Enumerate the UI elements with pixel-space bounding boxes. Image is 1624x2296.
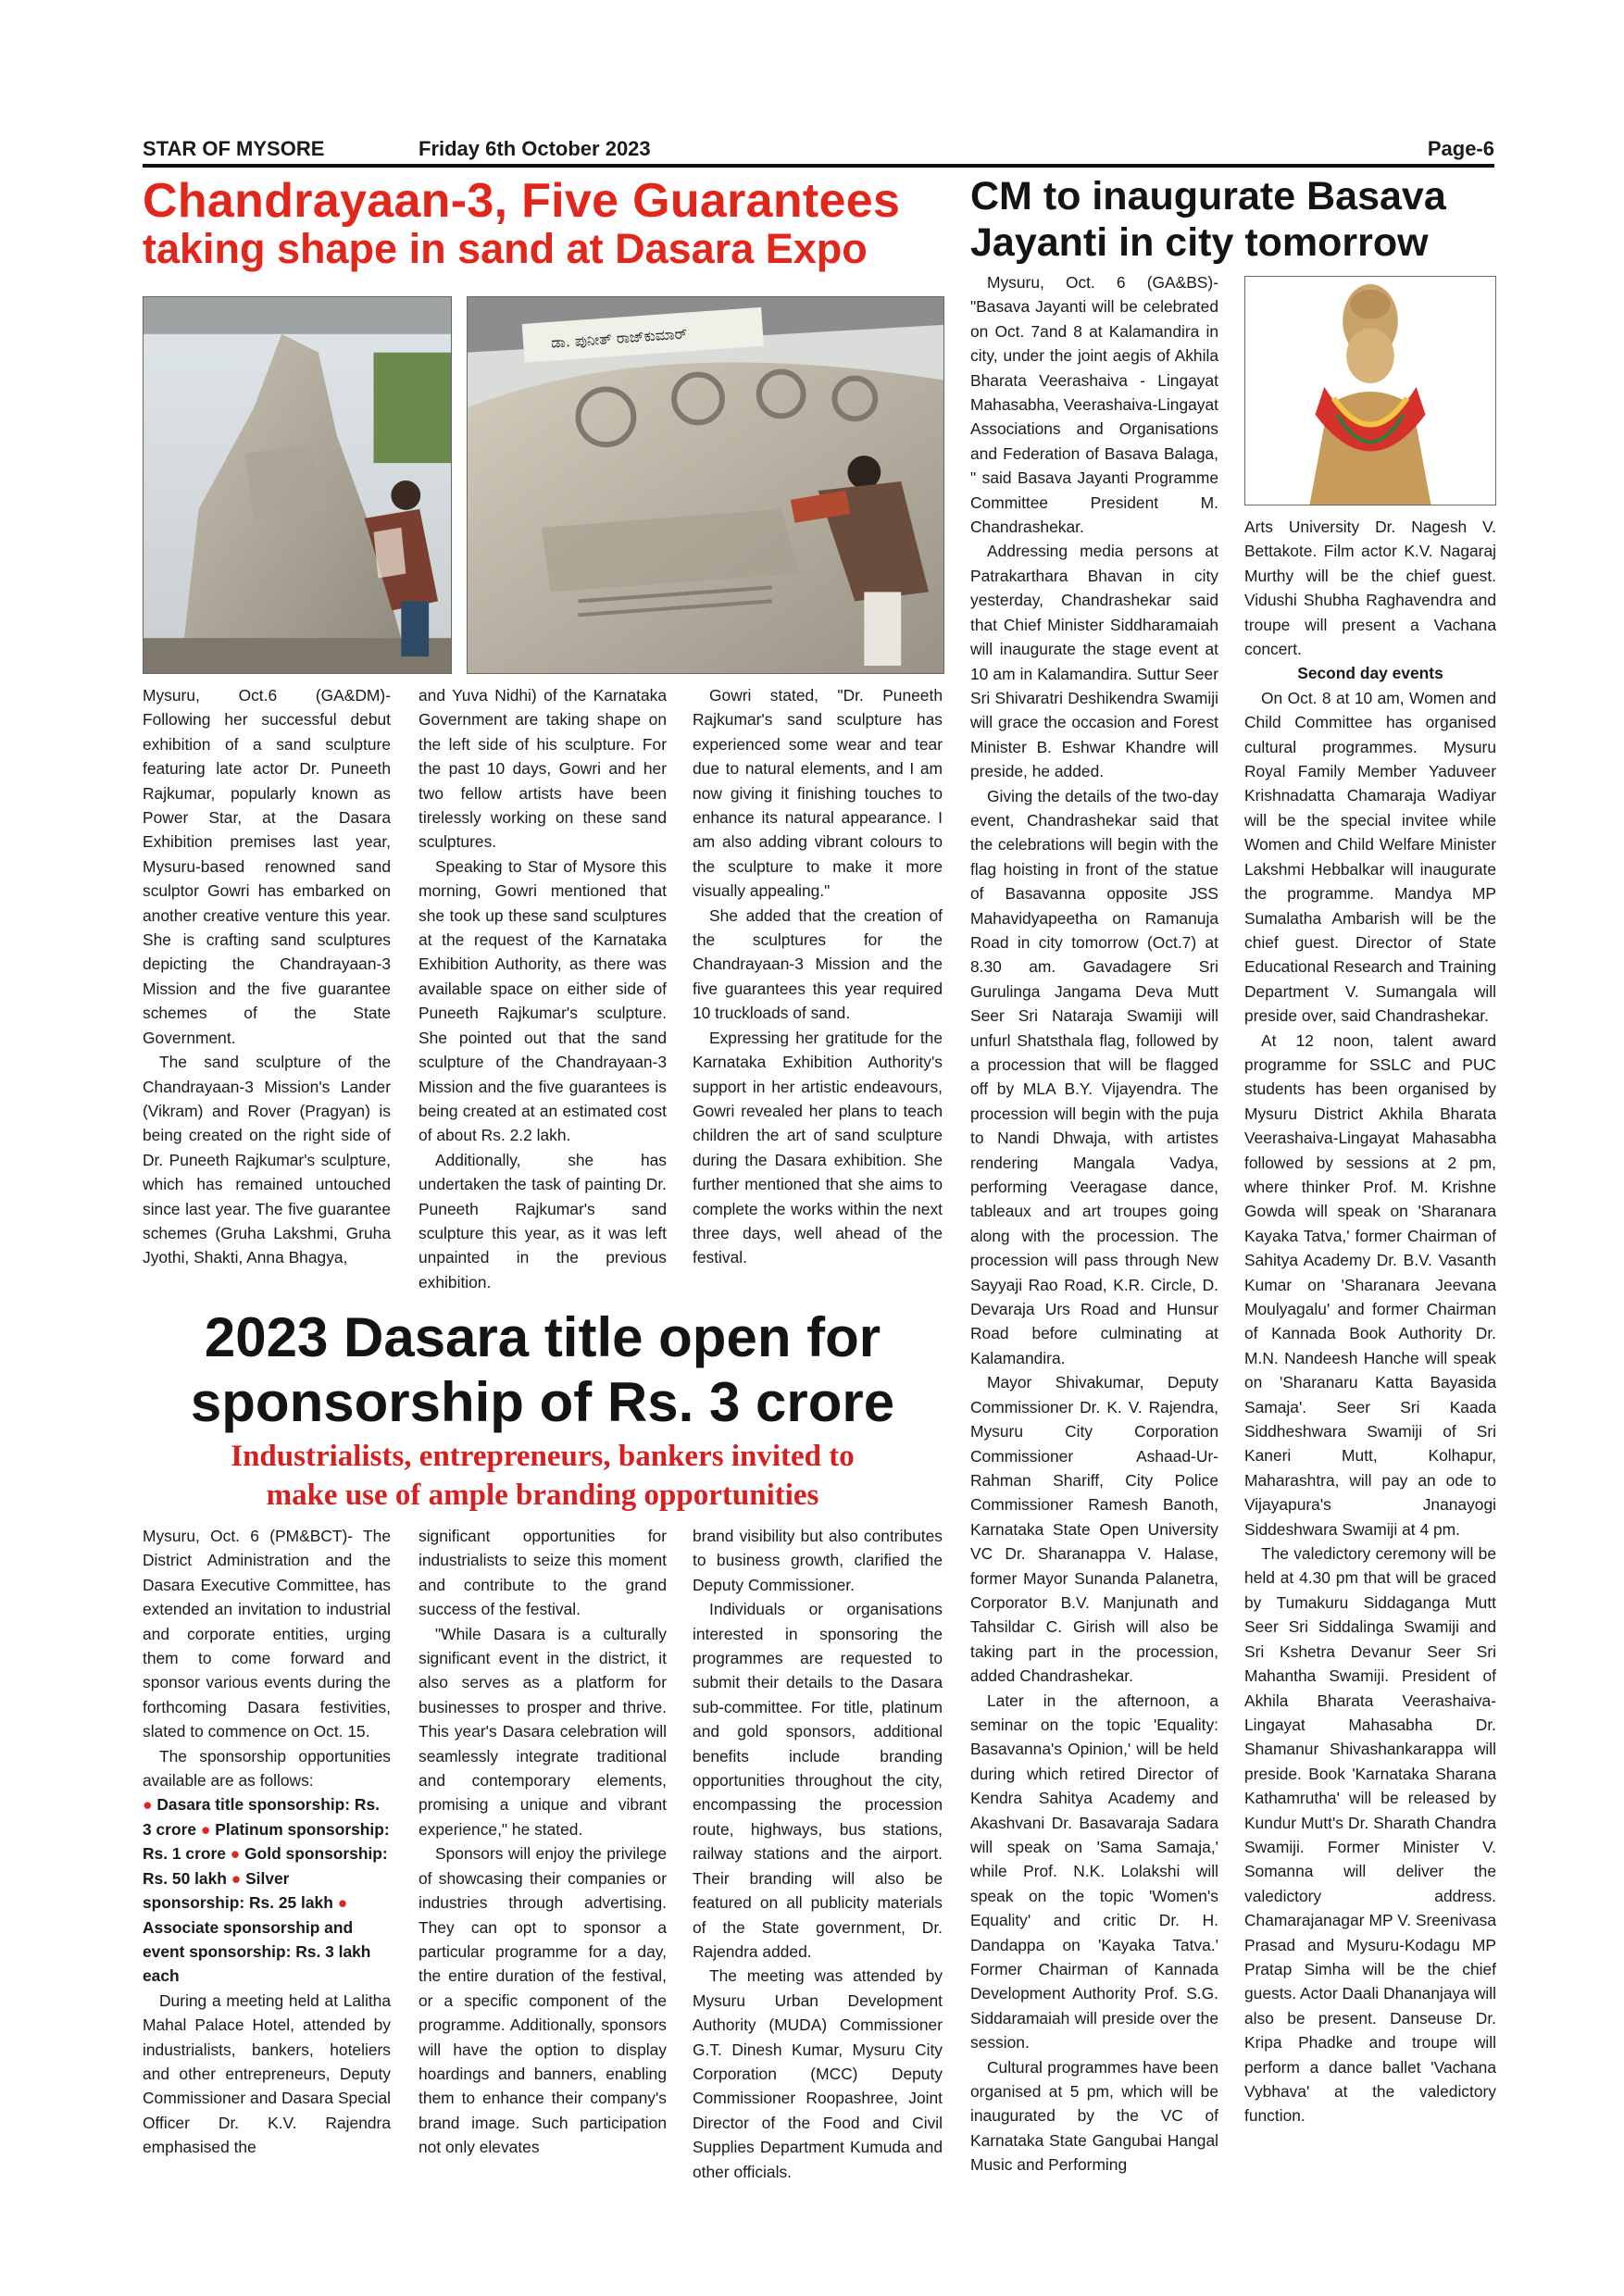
paragraph: Addressing media persons at Patrakarthara Bhavan in city yesterday, Chandrashekar said that Chief Minister Siddharamaiah will inaugurate the stage event at 10 am in Kalamandira. Suttur Seer Sri Shivaratri Deshikendra Swamiji will grace the occasion and Forest Minister B. Eshwar Khandre will preside, he added. [970, 542, 1218, 781]
story3-column-1 [143, 1524, 391, 2160]
paragraph: Individuals or organisations interested in sponsoring the programmes are requested to submit their details to the Dasara sub-committee. For title, platinum and gold sponsors, additional benefits include branding opportunities throughout the city, encompassing the procession route, highways, bus stations, railway stations and the airport. Their branding will also be featured on all publicity materials of the State government, Dr. Rajendra added. [693, 1600, 943, 1961]
story2-column-1 [970, 270, 1218, 2177]
paragraph: Mysuru, Oct.6 (GA&DM)- Following her successful debut exhibition of a sand sculpture featuring late actor Dr. Puneeth Rajkumar, popularly known as Power Star, at the Dasara Exhibition premises last year, Mysuru-based renowned sand sculptor Gowri has embarked on another creative venture this year. She is crafting sand sculptures depicting the Chandrayaan-3 Mission and the five guarantee schemes of the State Government. [143, 686, 391, 1047]
story2-column-2 [1244, 515, 1496, 2128]
paragraph: She added that the creation of the sculptures for the Chandrayaan-3 Mission and the five guarantees this year required 10 truckloads of sand. [693, 905, 943, 1023]
photo-banner-text: ಡಾ. ಪುನೀತ್ ರಾಜ್‌ಕುಮಾರ್ [550, 324, 688, 352]
paragraph: Sponsors will enjoy the privilege of showcasing their companies or industries through advertising. They can opt to sponsor a particular programme for a day, the entire duration of the festival, or a specific component of the programme. Additionally, sponsors will have the option to display hoardings and banners, enabling them to enhance their company's brand image. Such participation not only elevates [418, 1844, 667, 2157]
sponsorship-item: Associate sponsorship and event sponsorship: Rs. 3 lakh each [143, 1917, 371, 1986]
paragraph: On Oct. 8 at 10 am, Women and Child Committee has organised cultural programmes. Mysuru Royal Family Member Yaduveer Krishnadatta Chamaraja Wadiyar will be the special invitee while Women and Child Welfare Minister Lakshmi Hebbalkar will inaugurate the programme. Mandya MP Sumalatha Ambarish will be the chief guest. Director of State Educational Research and Training Department V. Sumangala will preside over, said Chandrashekar. [1244, 688, 1496, 1026]
paragraph: Giving the details of the two-day event, Chandrashekar said that the celebrations will begin with the flag hoisting in front of the statue of Basavanna opposite JSS Mahavidyapeetha on Ramanuja Road in city tomorrow (Oct.7) at 8.30 am. Gavadagere Sri Gurulinga Jangama Deva Mutt Seer Sri Nataraja Swamiji will unfurl Shatsthala flag, followed by a procession that will be flagged off by MLA B.Y. Vijayendra. The procession will begin with the puja to Nandi Dhwaja, with artistes rendering Mangala Vadya, performing Veeragase dance, tableaux and art troupes going along with the procession. The procession will pass through New Sayyaji Rao Road, K.R. Circle, D. Devaraja Urs Road and Hunsur Road before culminating at Kalamandira. [970, 786, 1218, 1367]
paragraph: Gowri stated, "Dr. Puneeth Rajkumar's sand sculpture has experienced some wear and tear due to natural elements, and I am now giving it finishing touches to enhance its natural appearance. I am also adding vibrant colours to the sculpture to make it more visually appealing." [693, 686, 943, 901]
paragraph: Mysuru, Oct. 6 (GA&BS)- "Basava Jayanti will be celebrated on Oct. 7and 8 at Kalamandira in city, under the joint aegis of Akhila Bharata Veerashaiva - Lingayat Mahasabha, Veerashaiva-Lingayat Associations and Organisations and Federation of Basava Balaga, " said Basava Jayanti Programme Committee President M. Chandrashekar. [970, 273, 1218, 537]
story3-column-3 [693, 1524, 943, 2184]
story1-column-2 [418, 683, 667, 1294]
sand-sculpture-photo-left [143, 296, 452, 674]
story2-headline [970, 174, 1498, 265]
paragraph: The meeting was attended by Mysuru Urban Development Authority (MUDA) Commissioner G.T. Dinesh Kumar, Mysuru City Corporation (MCC) Deputy Commissioner Roopashree, Joint Director of the Food and Civil Supplies Department Kumuda and other officials. [693, 1966, 943, 2181]
paragraph: Mysuru, Oct. 6 (PM&BCT)- The District Administration and the Dasara Executive Committee, has extended an invitation to industrial and corporate entities, urging them to come forward and sponsor various events during the forthcoming Dasara festivities, slated to commence on Oct. 15. [143, 1527, 391, 1741]
story3-headline-line2: sponsorship of Rs. 3 crore [190, 1371, 895, 1433]
paragraph: and Yuva Nidhi) of the Karnataka Government are taking shape on the left side of his sculpture. For the past 10 days, Gowri and her two fellow artists have been tirelessly working on these sand sculptures. [418, 686, 667, 852]
story1-column-3 [693, 683, 943, 1270]
bullet-icon: ● [230, 1844, 241, 1864]
sponsorship-item: Dasara title sponsorship: Rs. 3 crore [143, 1795, 380, 1839]
story1-headline [143, 174, 948, 273]
paragraph: Cultural programmes have been organised at 5 pm, which will be inaugurated by the VC of Karnataka State Gangubai Hangal Music and Performing [970, 2057, 1218, 2175]
sponsorship-item: Silver sponsorship: Rs. 25 lakh [143, 1868, 333, 1913]
paragraph: The valedictory ceremony will be held at 4.30 pm that will be graced by Tumakuru Siddaganga Mutt Seer Sri Siddalinga Swamiji and Sri Kshetra Devanur Seer Sri Mahantha Swamiji. President of Akhila Bharata Veerashaiva-Lingayat Mahasabha Dr. Shamanur Shivashankarappa will preside. Book 'Karnataka Sharana Kathamrutha' will be released by Kundur Mutt's Dr. Sharath Chandra Swamiji. Former Minister V. Somanna will deliver the valedictory address. Chamarajanagar MP V. Sreenivasa Prasad and Mysuru-Kodagu MP Pratap Simha will be the chief guests. Actor Daali Dhananjaya will also be present. Danseuse Dr. Kripa Phadke and troupe will perform a dance ballet 'Vachana Vybhava' at the valedictory function. [1244, 1544, 1496, 2126]
masthead-rule [143, 164, 1494, 168]
sponsorship-item: Gold sponsorship: Rs. 50 lakh [143, 1844, 388, 1888]
page-number: Page-6 [1427, 137, 1494, 160]
story3-subhead-line1: Industrialists, entrepreneurs, bankers invited to [231, 1440, 855, 1473]
story3-subhead-line2: make use of ample branding opportunities [266, 1479, 819, 1512]
paragraph: The sponsorship opportunities available are as follows: [143, 1746, 391, 1791]
paragraph: During a meeting held at Lalitha Mahal Palace Hotel, attended by industrialists, bankers, hoteliers and other entrepreneurs, Deputy Commissioner and Dasara Special Officer Dr. K.V. Rajendra emphasised the [143, 1990, 391, 2157]
section-subhead: Second day events [1297, 664, 1443, 683]
story3-headline [143, 1305, 943, 1435]
bullet-icon: ● [337, 1893, 348, 1913]
paragraph: significant opportunities for industrialists to seize this moment and contribute to the grand success of the festival. [418, 1527, 667, 1619]
paragraph: Speaking to Star of Mysore this morning, Gowri mentioned that she took up these sand sculptures at the request of the Karnataka Exhibition Authority, as there was available space on either side of Puneeth Rajkumar's sculpture. She pointed out that the sand sculpture of the Chandrayaan-3 Mission and the five guarantees is being created at an estimated cost of about Rs. 2.2 lakh. [418, 856, 667, 1145]
masthead [143, 131, 1494, 168]
sand-sculpture-photo-right [467, 296, 944, 674]
paragraph: Expressing her gratitude for the Karnataka Exhibition Authority's support in her artistic endeavours, Gowri revealed her plans to teach children the art of sand sculpture during the Dasara exhibition. She further mentioned that she aims to complete the works within the next three days, well ahead of the festival. [693, 1028, 943, 1267]
story2-headline-line1: CM to inaugurate Basava [970, 174, 1446, 218]
paragraph: The sand sculpture of the Chandrayaan-3 Mission's Lander (Vikram) and Rover (Pragyan) is being created on the right side of Dr. Puneeth Rajkumar's sculpture, which has remained untouched since last year. The five guarantee schemes (Gruha Lakshmi, Gruha Jyothi, Shakti, Anna Bhagya, [143, 1053, 391, 1267]
issue-date: Friday 6th October 2023 [418, 137, 651, 160]
story2-headline-line2: Jayanti in city tomorrow [970, 220, 1429, 266]
story1-headline-line2: taking shape in sand at Dasara Expo [143, 225, 868, 273]
basavanna-statue-photo [1244, 276, 1496, 505]
bullet-icon: ● [200, 1819, 211, 1839]
paragraph: Later in the afternoon, a seminar on the topic 'Equality: Basavanna's Opinion,' will be held during which retired Director of Kendra Sahitya Academy and Akashvani Dr. Basavaraja Sadara will speak on 'Sama Samaja,' while Prof. N.K. Lolakshi will speak on the topic 'Women's Equality' and critic Dr. H. Dandappa on 'Kayaka Tatva.' Former Chairman of Kannada Development Authority Prof. S.G. Siddaramaiah will preside over the session. [970, 1691, 1218, 2053]
paragraph: Arts University Dr. Nagesh V. Bettakote. Film actor K.V. Nagaraj Murthy will be the chief guest. Vidushi Shubha Raghavendra and troupe will present a Vachana concert. [1244, 518, 1496, 659]
story1-column-1 [143, 683, 391, 1270]
paragraph: brand visibility but also contributes to business growth, clarified the Deputy Commissioner. [693, 1527, 943, 1594]
sponsorship-item: Platinum sponsorship: Rs. 1 crore [143, 1819, 390, 1864]
paragraph: Mayor Shivakumar, Deputy Commissioner Dr. K. V. Rajendra, Mysuru City Corporation Commissioner Ashaad-Ur-Rahman Shariff, City Police Commissioner Ramesh Banoth, Karnataka State Open University VC Dr. Sharanappa V. Halase, former Mayor Sunanda Palanetra, Corporator B.V. Manjunath and Tahsildar C. Girish will also be taking part in the procession, added Chandrashekar. [970, 1373, 1218, 1686]
story3-subheadline [143, 1437, 943, 1515]
paragraph: At 12 noon, talent award programme for SSLC and PUC students has been organised by Mysuru District Akhila Bharata Veerashaiva-Lingayat Mahasabha followed by sessions at 2 pm, where thinker Prof. M. Krishne Gowda will speak on 'Sharanara Kayaka Tatva,' former Chairman of Sahitya Academy Dr. B.V. Vasanth Kumar on 'Sharanara Jeevana Moulyagalu' and former Chairman of Kannada Book Authority Dr. M.N. Nandeesh Hanche will speak on 'Sharanaru Katta Bayasida Samaja'. Seer Sri Kaada Siddheshwara Swamiji of Sri Kaneri Mutt, Kolhapur, Maharashtra, will pay an ode to Vijayapura's Jnanayogi Siddeshwara Swamiji at 4 pm. [1244, 1030, 1496, 1539]
paragraph: "While Dasara is a culturally significant event in the district, it also serves as a platform for businesses to prosper and thrive. This year's Dasara celebration will seamlessly integrate traditional and contemporary elements, promising a unique and vibrant experience," he stated. [418, 1624, 667, 1839]
publication-name: STAR OF MYSORE [143, 137, 325, 160]
sponsorship-list [143, 1792, 391, 1988]
bullet-icon: ● [231, 1868, 242, 1888]
story1-headline-line1: Chandrayaan-3, Five Guarantees [143, 174, 901, 228]
bullet-icon: ● [143, 1795, 153, 1815]
story3-column-2 [418, 1524, 667, 2160]
paragraph: Additionally, she has undertaken the task of painting Dr. Puneeth Rajkumar's sand sculpture this year, as it was left unpainted in the previous exhibition. [418, 1150, 667, 1292]
story3-headline-line1: 2023 Dasara title open for [204, 1306, 881, 1368]
